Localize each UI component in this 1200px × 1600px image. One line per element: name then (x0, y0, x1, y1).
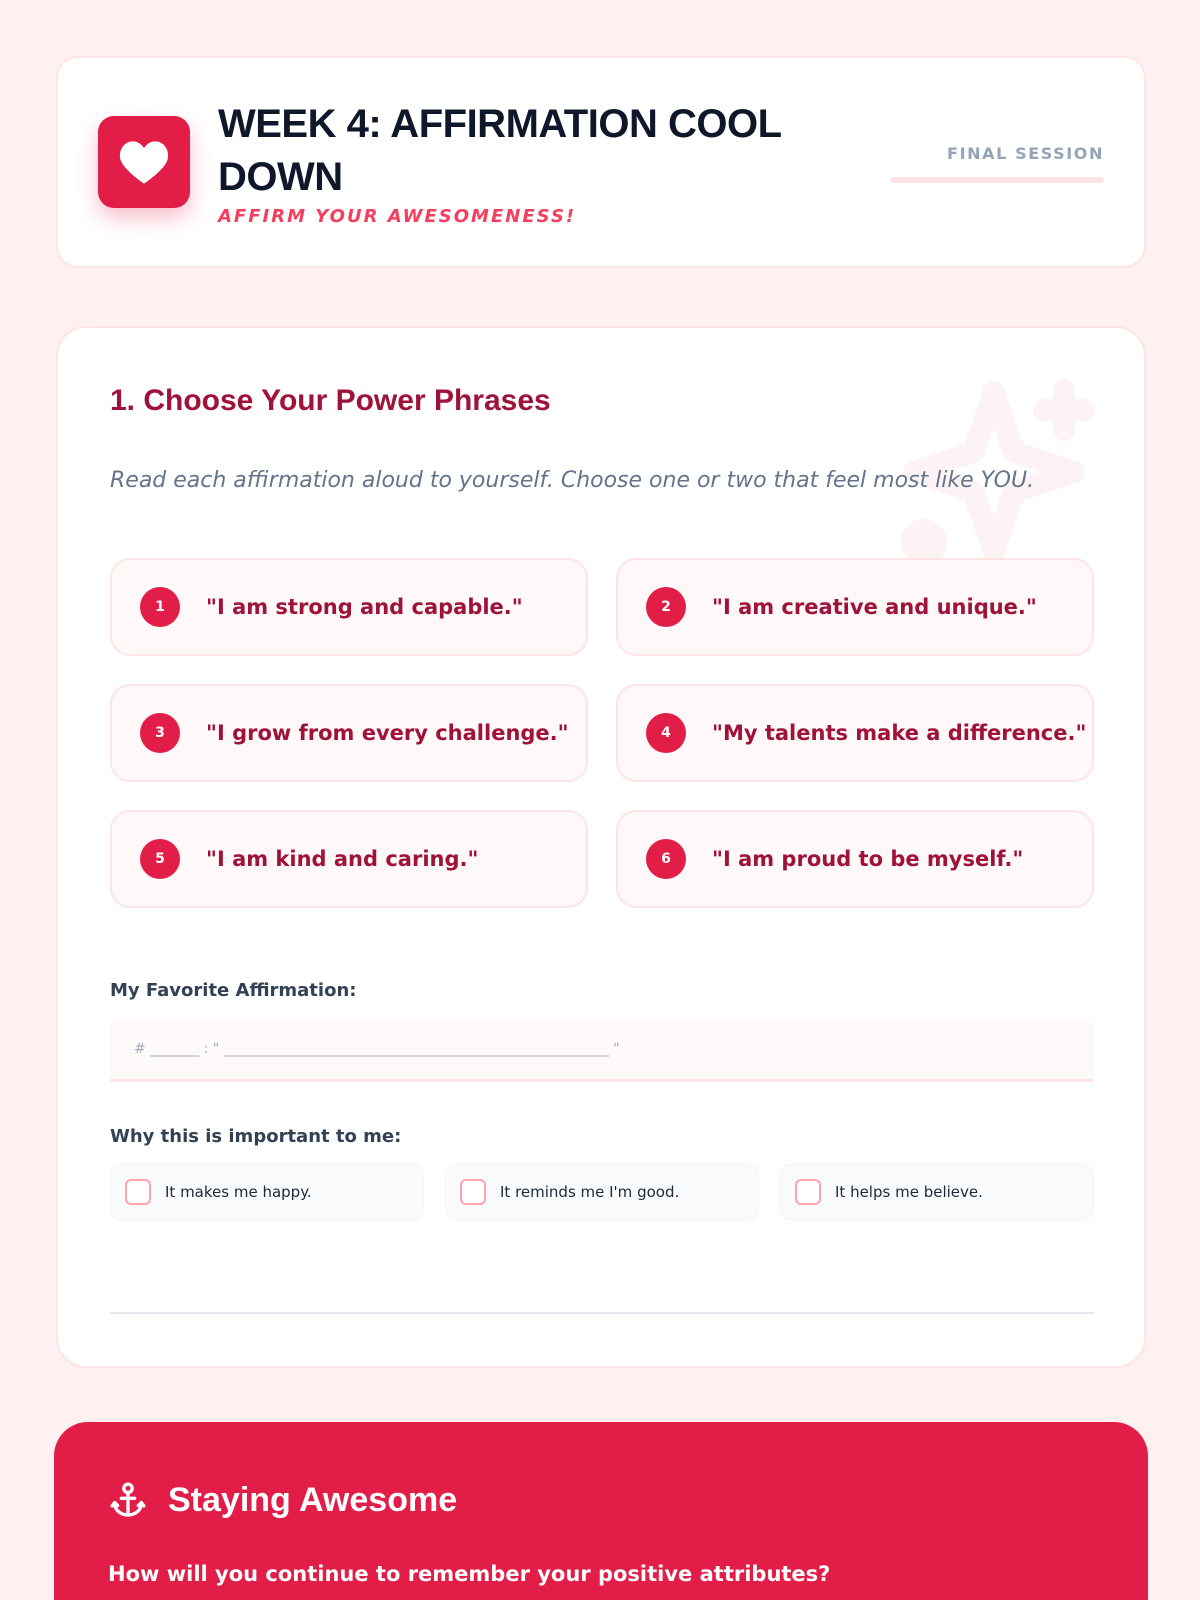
section-title: 1. Choose Your Power Phrases (110, 384, 551, 417)
section-divider (110, 1312, 1094, 1314)
staying-awesome-header (108, 1480, 457, 1520)
affirmation-text: "I am creative and unique." (712, 595, 1037, 619)
favorite-affirmation-label: My Favorite Affirmation: (110, 980, 357, 1001)
staying-awesome-question: How will you continue to remember your positive attributes? (108, 1562, 831, 1586)
affirmation-text: "My talents make a difference." (712, 721, 1087, 745)
affirmation-card[interactable] (110, 810, 588, 908)
page-subtitle: AFFIRM YOUR AWESOMENESS! (218, 205, 577, 227)
affirmation-number: 3 (140, 713, 180, 753)
session-bar (890, 177, 1104, 183)
affirmation-number: 6 (646, 839, 686, 879)
checkbox[interactable] (795, 1179, 821, 1205)
affirmation-card[interactable] (110, 558, 588, 656)
affirmation-text: "I grow from every challenge." (206, 721, 569, 745)
session-label: FINAL SESSION (947, 144, 1104, 163)
favorite-affirmation-input[interactable] (110, 1018, 1094, 1082)
instructions-text: Read each affirmation aloud to yourself. Choose one or two that feel most like YOU. (110, 468, 1035, 493)
affirmation-card[interactable] (616, 684, 1094, 782)
why-option-label: It helps me believe. (835, 1183, 983, 1201)
title-block (218, 98, 838, 227)
affirmation-text: "I am proud to be myself." (712, 847, 1024, 871)
why-option-good[interactable] (445, 1164, 759, 1220)
page-title: WEEK 4: AFFIRMATION COOL DOWN (218, 101, 781, 199)
staying-awesome-title: Staying Awesome (168, 1480, 458, 1519)
heart-icon (118, 138, 170, 186)
session-indicator (890, 144, 1104, 183)
why-option-happy[interactable] (110, 1164, 424, 1220)
header-card (56, 56, 1146, 268)
affirmation-card[interactable] (616, 558, 1094, 656)
staying-awesome-card (54, 1422, 1148, 1600)
affirmation-card[interactable] (110, 684, 588, 782)
anchor-icon (108, 1480, 148, 1520)
affirmation-text: "I am strong and capable." (206, 595, 523, 619)
checkbox[interactable] (460, 1179, 486, 1205)
affirmation-text: "I am kind and caring." (206, 847, 479, 871)
logo-tile (98, 116, 190, 208)
affirmation-number: 4 (646, 713, 686, 753)
affirmations-card (56, 326, 1146, 1368)
why-important-label: Why this is important to me: (110, 1126, 402, 1147)
why-options (110, 1164, 1094, 1220)
why-option-believe[interactable] (780, 1164, 1094, 1220)
affirmation-grid (110, 558, 1094, 908)
affirmation-number: 1 (140, 587, 180, 627)
why-option-label: It makes me happy. (165, 1183, 312, 1201)
affirmation-number: 2 (646, 587, 686, 627)
why-option-label: It reminds me I'm good. (500, 1183, 680, 1201)
affirmation-card[interactable] (616, 810, 1094, 908)
checkbox[interactable] (125, 1179, 151, 1205)
affirmation-number: 5 (140, 839, 180, 879)
